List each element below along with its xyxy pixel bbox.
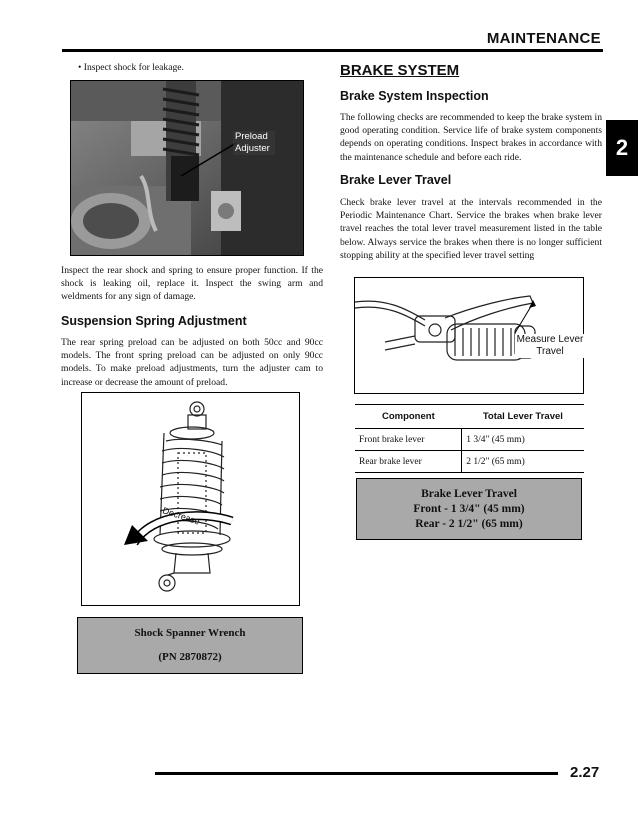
- page-number: 2.27: [570, 764, 600, 781]
- tool-part-number: (PN 2870872): [158, 651, 222, 663]
- suspension-heading: Suspension Spring Adjustment: [61, 314, 247, 328]
- brake-inspection-heading: Brake System Inspection: [340, 89, 489, 103]
- brake-system-heading: BRAKE SYSTEM: [340, 62, 460, 79]
- lever-travel-table: [355, 404, 584, 473]
- section-title: MAINTENANCE: [486, 30, 601, 47]
- table-cell: 2 1/2" (65 mm): [462, 451, 584, 473]
- travel-callout-rear: Rear - 2 1/2" (65 mm): [415, 518, 523, 530]
- preload-adjuster-label: Preload Adjuster: [233, 131, 275, 155]
- suspension-paragraph: The rear spring preload can be adjusted on both 50cc and 90cc models. The front spring preload can be adjusted on only 90cc models. To make preload adjustments, turn the adjuster cam to increase or decrease the amount of preload.: [61, 337, 323, 388]
- shock-spring-illustration: [81, 392, 300, 606]
- table-row: [355, 429, 584, 451]
- brake-lever-travel-paragraph: Check brake lever travel at the intervals recommended in the Periodic Maintenance Chart. Service the brakes when brake lever travel reaches the total lever travel measurement listed in the table below. Always service the brakes when there is no longer sufficient stopping ability at the specified lever travel setting: [340, 197, 602, 261]
- table-header-component: Component: [355, 405, 462, 429]
- inspect-paragraph: Inspect the rear shock and spring to ensure proper function. If the shock is leaking oil, replace it. Inspect the swing arm and weldments for any sign of damage.: [61, 265, 323, 303]
- brake-lever-travel-heading: Brake Lever Travel: [340, 173, 452, 187]
- table-cell: Front brake lever: [355, 429, 462, 451]
- measure-lever-travel-label: Measure Lever Travel: [516, 334, 584, 357]
- brake-inspection-paragraph: The following checks are recommended to keep the brake system in good operating condition. Service life of brake system components depends on operating conditions. Inspect brakes in accordance with the maintenance schedule and before each ride.: [340, 112, 602, 163]
- decrease-label: Decrease: [161, 505, 202, 527]
- table-row: [355, 451, 584, 473]
- bullet-inspect-shock: • Inspect shock for leakage.: [78, 62, 184, 73]
- brake-travel-callout-box: [356, 478, 582, 540]
- travel-callout-front: Front - 1 3/4" (45 mm): [413, 503, 525, 515]
- tool-name: Shock Spanner Wrench: [134, 627, 246, 639]
- footer-rule: [155, 772, 558, 775]
- chapter-tab: 2: [606, 120, 638, 176]
- rear-shock-photo: [70, 80, 304, 256]
- table-cell: 1 3/4" (45 mm): [462, 429, 584, 451]
- table-header-row: [355, 405, 584, 429]
- table-cell: Rear brake lever: [355, 451, 462, 473]
- tool-callout-box: [77, 617, 303, 674]
- table-header-travel: Total Lever Travel: [462, 405, 584, 429]
- header-rule: [62, 49, 603, 52]
- travel-callout-title: Brake Lever Travel: [421, 488, 517, 500]
